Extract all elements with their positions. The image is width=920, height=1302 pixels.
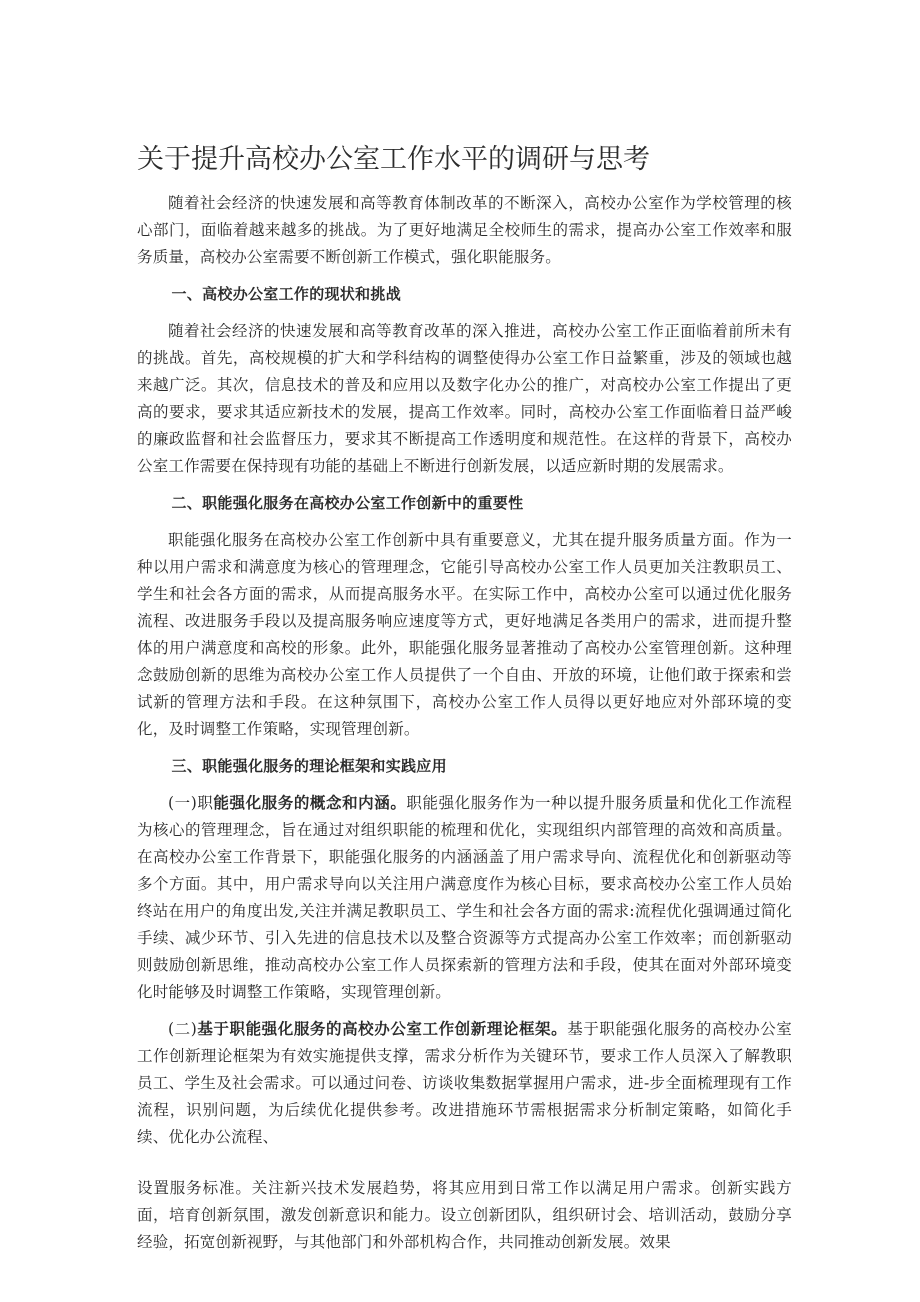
section-1-heading: 一、高校办公室工作的现状和挑战 bbox=[171, 285, 402, 303]
continuation-paragraph: 设置服务标准。关注新兴技术发展趋势，将其应用到日常工作以满足用户需求。创新实践方面，培育创新氛围，激发创新意识和能力。设立创新团队，组织研讨会、培训活动，鼓励分享经验，拓宽创新视野，与其他部门和外部机构合作，共同推动创新发展。效果 bbox=[137, 1179, 792, 1251]
subsection-2-text: 基于职能强化服务的高校办公室工作创新理论框架为有效实施提供支撑，需求分析作为关键环节，要求工作人员深入了解教职员工、学生及社会需求。可以通过问卷、访谈收集数据掌握用户需求，进-步全面梳理现有工作流程，识别问题，为后续优化提供参考。改进措施环节需根据需求分析制定策略，如简化手续、优化办公流程、 bbox=[137, 1020, 792, 1146]
section-2-paragraph: 职能强化服务在高校办公室工作创新中具有重要意义，尤其在提升服务质量方面。作为一种以用户需求和满意度为核心的管理理念，它能引导高校办公室工作人员更加关注教职员工、学生和社会各方面的需求，从而提高服务水平。在实际工作中，高校办公室可以通过优化服务流程、改进服务手段以及提高服务响应速度等方式，更好地满足各类用户的需求，进而提升整体的用户满意度和高校的形象。此外，职能强化服务显著推动了高校办公室管理创新。这种理念鼓励创新的思维为高校办公室工作人员提供了一个自由、开放的环境，让他们敢于探索和尝试新的管理方法和手段。在这种氛围下，高校办公室工作人员得以更好地应对外部环境的变化，及时调整工作策略，实现管理创新。 bbox=[137, 531, 792, 738]
intro-paragraph: 随着社会经济的快速发展和高等教育体制改革的不断深入，高校办公室作为学校管理的核心部门，面临着越来越多的挑战。为了更好地满足全校师生的需求，提高办公室工作效率和服务质量，高校办公室需要不断创新工作模式，强化职能服务。 bbox=[137, 194, 792, 266]
section-2-heading: 二、职能强化服务在高校办公室工作创新中的重要性 bbox=[171, 494, 524, 512]
section-3-heading: 三、职能强化服务的理论框架和实践应用 bbox=[171, 757, 447, 775]
subsection-2-number: (二) bbox=[168, 1020, 197, 1038]
subsection-1-lead: 能强化服务的概念和内涵。 bbox=[213, 794, 407, 812]
section-1-paragraph: 随着社会经济的快速发展和高等教育改革的深入推进，高校办公室工作正面临着前所未有的挑战。首先，高校规模的扩大和学科结构的调整使得办公室工作日益繁重，涉及的领域也越来越广泛。其次，信息技术的普及和应用以及数字化办公的推广，对高校办公室工作提出了更高的要求，要求其适应新技术的发展，提高工作效率。同时，高校办公室工作面临着日益严峻的廉政监督和社会监督压力，要求其不断提高工作透明度和规范性。在这样的背景下，高校办公室工作需要在保持现有功能的基础上不断进行创新发展，以适应新时期的发展需求。 bbox=[137, 322, 792, 475]
subsection-2-lead: 基于职能强化服务的高校办公室工作创新理论框架。 bbox=[196, 1020, 568, 1038]
document-title: 关于提升高校办公室工作水平的调研与思考 bbox=[137, 144, 650, 175]
subsection-1-paragraph bbox=[137, 790, 792, 1006]
subsection-1-text: 职能强化服务作为一种以提升服务质量和优化工作流程为核心的管理理念，旨在通过对组织职能的梳理和优化，实现组织内部管理的高效和高质量。在高校办公室工作背景下，职能强化服务的内涵涵盖了用户需求导向、流程优化和创新驱动等多个方面。其中，用户需求导向以关注用户满意度作为核心目标，要求高校办公室工作人员始终站在用户的角度出发,关注并满足教职员工、学生和社会各方面的需求:流程优化强调通过简化手续、减少环节、引入先进的信息技术以及整合资源等方式提高办公室工作效率；而创新驱动则鼓励创新思维，推动高校办公室工作人员探索新的管理方法和手段，使其在面对外部环境变化时能够及时调整工作策略，实现管理创新。 bbox=[137, 794, 792, 1001]
document-body bbox=[137, 190, 792, 1256]
subsection-2-paragraph bbox=[137, 1016, 792, 1151]
subsection-1-number: (一)职 bbox=[168, 794, 214, 812]
